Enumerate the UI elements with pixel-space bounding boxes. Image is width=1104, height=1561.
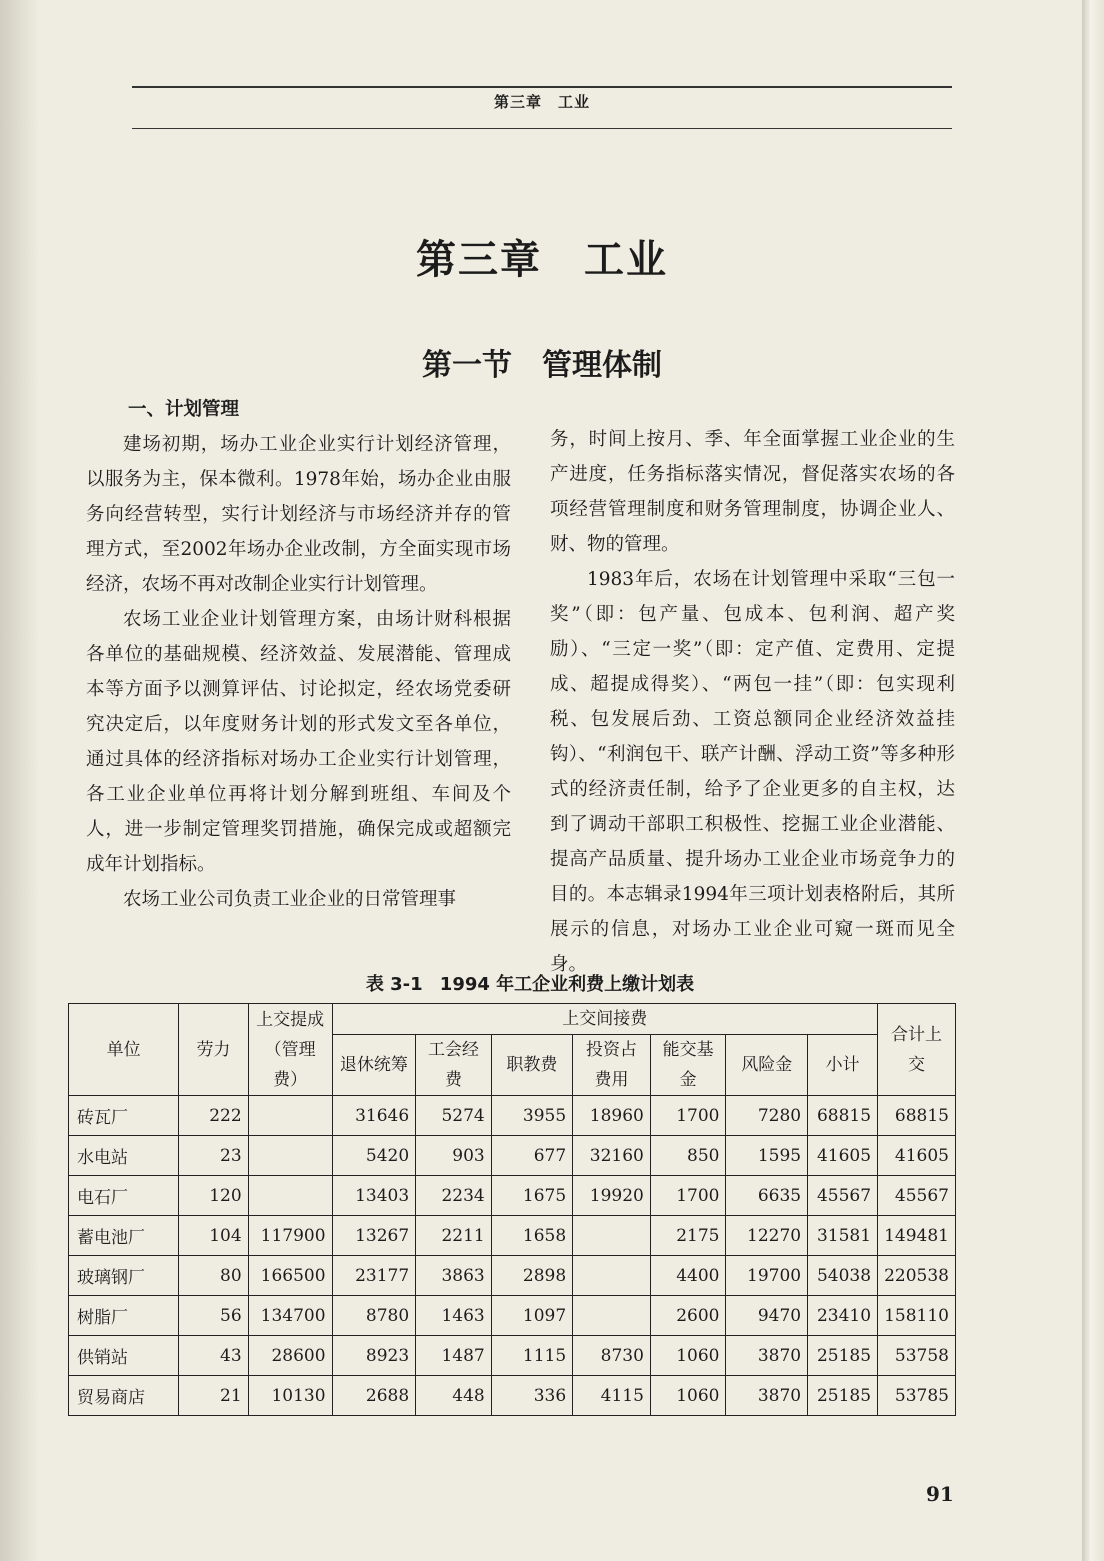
cell-invest (573, 1296, 651, 1336)
text-column-right (550, 422, 955, 982)
cell-mgmt-fee: 10130 (248, 1376, 332, 1416)
header-risk: 风险金 (726, 1035, 808, 1096)
cell-subtotal: 54038 (808, 1256, 878, 1296)
cell-labor: 222 (179, 1096, 248, 1136)
cell-total: 53758 (878, 1336, 956, 1376)
cell-mgmt-fee: 166500 (248, 1256, 332, 1296)
running-head: 第三章 工业 (493, 93, 590, 111)
cell-union: 448 (416, 1376, 492, 1416)
cell-subtotal: 41605 (808, 1136, 878, 1176)
cell-union: 5274 (416, 1096, 492, 1136)
cell-union: 2211 (416, 1216, 492, 1256)
cell-union: 1487 (416, 1336, 492, 1376)
cell-retire: 8923 (332, 1336, 416, 1376)
table-caption (100, 970, 960, 996)
cell-mgmt-fee (248, 1136, 332, 1176)
plan-table-body (69, 1096, 956, 1416)
section-title: 第一节 管理体制 (422, 348, 662, 383)
cell-subtotal: 68815 (808, 1096, 878, 1136)
cell-unit: 电石厂 (69, 1176, 179, 1216)
cell-labor: 56 (179, 1296, 248, 1336)
cell-invest: 4115 (573, 1376, 651, 1416)
header-energy: 能交基金 (650, 1035, 726, 1096)
header-edu: 职教费 (491, 1035, 572, 1096)
header-mgmt-fee: 上交提成（管理费） (248, 1004, 332, 1096)
cell-total: 45567 (878, 1176, 956, 1216)
cell-total: 68815 (878, 1096, 956, 1136)
table-caption-number: 表 3-1 (365, 974, 423, 995)
table-row (69, 1136, 956, 1176)
cell-invest (573, 1256, 651, 1296)
cell-retire: 2688 (332, 1376, 416, 1416)
cell-risk: 6635 (726, 1176, 808, 1216)
table-row (69, 1296, 956, 1336)
plan-table (68, 1003, 956, 1416)
cell-mgmt-fee: 117900 (248, 1216, 332, 1256)
table-caption-title: 1994 年工企业利费上缴计划表 (439, 974, 695, 995)
cell-risk: 12270 (726, 1216, 808, 1256)
cell-energy: 1700 (650, 1096, 726, 1136)
cell-edu: 1658 (491, 1216, 572, 1256)
cell-retire: 13267 (332, 1216, 416, 1256)
header-unit: 单位 (69, 1004, 179, 1096)
cell-union: 1463 (416, 1296, 492, 1336)
cell-energy: 2600 (650, 1296, 726, 1336)
chapter-title: 第三章 工业 (416, 237, 668, 283)
cell-subtotal: 31581 (808, 1216, 878, 1256)
cell-total: 158110 (878, 1296, 956, 1336)
header-union: 工会经费 (416, 1035, 492, 1096)
cell-total: 149481 (878, 1216, 956, 1256)
cell-subtotal: 23410 (808, 1296, 878, 1336)
cell-energy: 1060 (650, 1336, 726, 1376)
cell-labor: 120 (179, 1176, 248, 1216)
cell-retire: 23177 (332, 1256, 416, 1296)
cell-risk: 19700 (726, 1256, 808, 1296)
cell-retire: 31646 (332, 1096, 416, 1136)
cell-risk: 3870 (726, 1336, 808, 1376)
cell-total: 220538 (878, 1256, 956, 1296)
cell-union: 2234 (416, 1176, 492, 1216)
cell-invest: 8730 (573, 1336, 651, 1376)
cell-labor: 43 (179, 1336, 248, 1376)
cell-edu: 3955 (491, 1096, 572, 1136)
header-indirect-group: 上交间接费 (332, 1004, 878, 1035)
header-invest: 投资占费用 (573, 1035, 651, 1096)
paragraph-4: 1983年后，农场在计划管理中采取“三包一奖”（即：包产量、包成本、包利润、超产奖励）、“三定一奖”（即：定产值、定费用、定提成、超提成得奖）、“两包一挂”（即：包实现利税、包发展后劲、工资总额同企业经济效益挂钩）、“利润包干、联产计酬、浮动工资”等多种形式的经济责任制，给予了企业更多的自主权，达到了调动干部职工积极性、挖掘工业企业潜能、提高产品质量、提升场办工业企业市场竞争力的目的。本志辑录1994年三项计划表格附后，其所展示的信息，对场办工业企业可窥一斑而见全身。 (550, 569, 955, 975)
cell-unit: 供销站 (69, 1336, 179, 1376)
paragraph-3: 农场工业公司负责工业企业的日常管理事 (123, 889, 457, 910)
cell-energy: 1060 (650, 1376, 726, 1416)
cell-unit: 水电站 (69, 1136, 179, 1176)
table-row (69, 1176, 956, 1216)
cell-total: 41605 (878, 1136, 956, 1176)
paragraph-2: 农场工业企业计划管理方案，由场计财科根据各单位的基础规模、经济效益、发展潜能、管理成本等方面予以测算评估、讨论拟定，经农场党委研究决定后，以年度财务计划的形式发文至各单位，通过具体的经济指标对场办工企业实行计划管理，各工业企业单位再将计划分解到班组、车间及个人，进一步制定管理奖罚措施，确保完成或超额完成年计划指标。 (86, 609, 511, 875)
table-row (69, 1216, 956, 1256)
cell-risk: 7280 (726, 1096, 808, 1136)
cell-unit: 蓄电池厂 (69, 1216, 179, 1256)
cell-invest: 32160 (573, 1136, 651, 1176)
paragraph-1: 建场初期，场办工业企业实行计划经济管理，以服务为主，保本微利。1978年始，场办企业由服务向经营转型，实行计划经济与市场经济并存的管理方式，至2002年场办企业改制，方全面实现市场经济，农场不再对改制企业实行计划管理。 (86, 434, 511, 595)
header-labor: 劳力 (179, 1004, 248, 1096)
cell-mgmt-fee (248, 1096, 332, 1136)
cell-risk: 9470 (726, 1296, 808, 1336)
table-row (69, 1256, 956, 1296)
cell-energy: 2175 (650, 1216, 726, 1256)
header-subtotal: 小计 (808, 1035, 878, 1096)
cell-subtotal: 25185 (808, 1336, 878, 1376)
cell-unit: 树脂厂 (69, 1296, 179, 1336)
cell-labor: 104 (179, 1216, 248, 1256)
cell-risk: 3870 (726, 1376, 808, 1416)
cell-edu: 1097 (491, 1296, 572, 1336)
text-column-left (86, 392, 511, 917)
cell-edu: 336 (491, 1376, 572, 1416)
cell-labor: 23 (179, 1136, 248, 1176)
subsection-heading: 一、计划管理 (128, 399, 240, 420)
cell-edu: 1115 (491, 1336, 572, 1376)
cell-subtotal: 45567 (808, 1176, 878, 1216)
cell-energy: 1700 (650, 1176, 726, 1216)
cell-labor: 21 (179, 1376, 248, 1416)
paragraph-3-continued: 务，时间上按月、季、年全面掌握工业企业的生产进度，任务指标落实情况，督促落实农场的各项经营管理制度和财务管理制度，协调企业人、财、物的管理。 (550, 429, 955, 555)
cell-union: 3863 (416, 1256, 492, 1296)
cell-unit: 贸易商店 (69, 1376, 179, 1416)
page-binding-shadow (0, 0, 40, 1561)
page-stack-edge (1082, 0, 1104, 1561)
header-total: 合计上交 (878, 1004, 956, 1096)
cell-mgmt-fee: 134700 (248, 1296, 332, 1336)
cell-risk: 1595 (726, 1136, 808, 1176)
cell-energy: 4400 (650, 1256, 726, 1296)
cell-retire: 5420 (332, 1136, 416, 1176)
table-row (69, 1376, 956, 1416)
cell-unit: 砖瓦厂 (69, 1096, 179, 1136)
cell-retire: 8780 (332, 1296, 416, 1336)
cell-mgmt-fee: 28600 (248, 1336, 332, 1376)
table-row (69, 1096, 956, 1136)
cell-edu: 1675 (491, 1176, 572, 1216)
cell-invest (573, 1216, 651, 1256)
cell-retire: 13403 (332, 1176, 416, 1216)
cell-subtotal: 25185 (808, 1376, 878, 1416)
page-number: 91 (926, 1482, 954, 1506)
cell-invest: 19920 (573, 1176, 651, 1216)
header-retire: 退休统筹 (332, 1035, 416, 1096)
cell-total: 53785 (878, 1376, 956, 1416)
cell-mgmt-fee (248, 1176, 332, 1216)
table-row (69, 1336, 956, 1376)
cell-edu: 2898 (491, 1256, 572, 1296)
cell-energy: 850 (650, 1136, 726, 1176)
cell-labor: 80 (179, 1256, 248, 1296)
cell-invest: 18960 (573, 1096, 651, 1136)
cell-union: 903 (416, 1136, 492, 1176)
cell-edu: 677 (491, 1136, 572, 1176)
cell-unit: 玻璃钢厂 (69, 1256, 179, 1296)
